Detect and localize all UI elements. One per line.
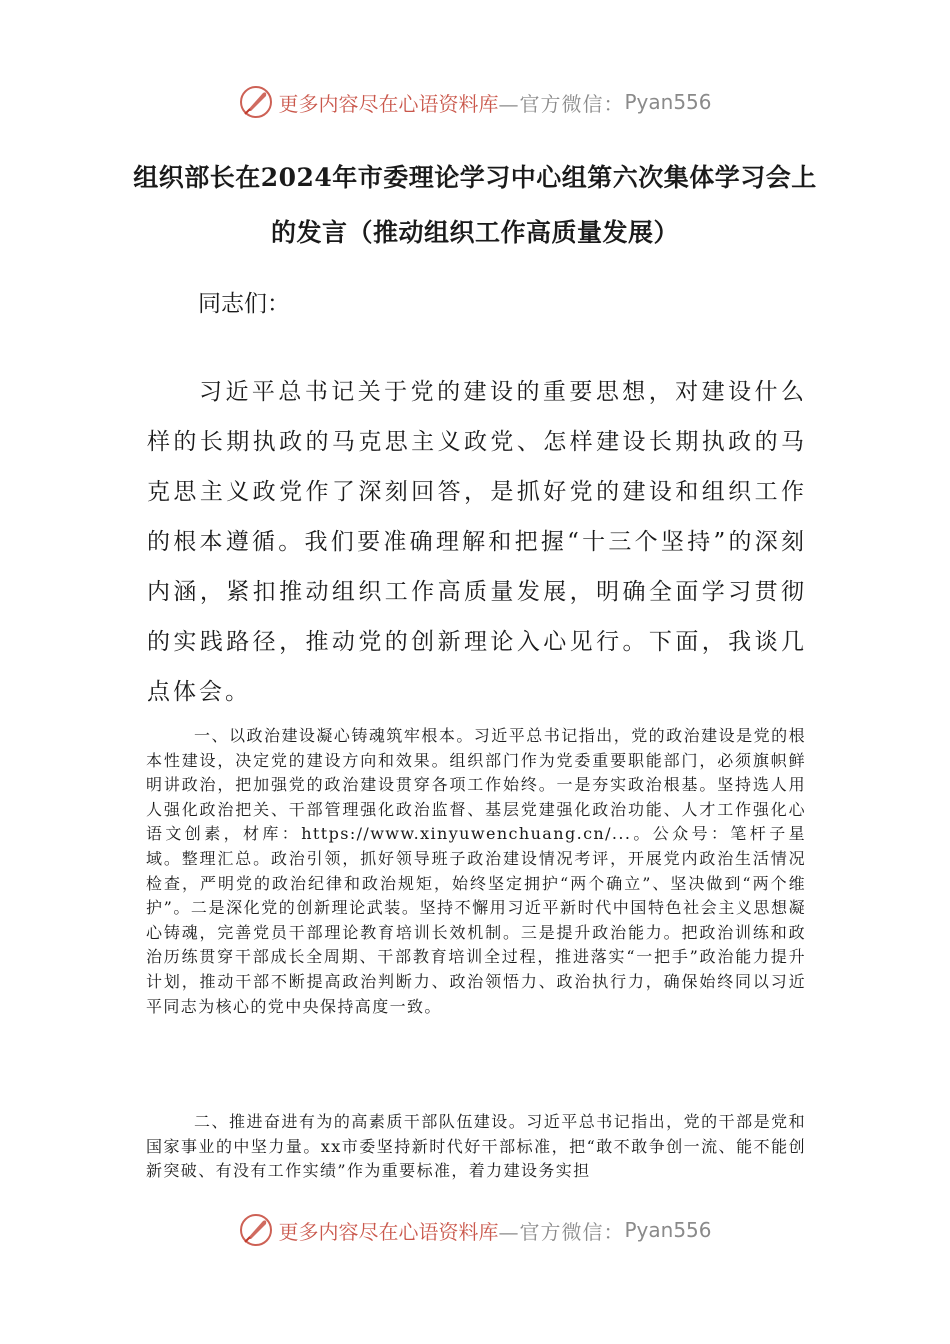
quill-logo-icon bbox=[238, 84, 274, 120]
watermark-gray-text: —官方微信： bbox=[498, 1219, 625, 1244]
watermark-gray-text: —官方微信： bbox=[498, 91, 625, 116]
intro-paragraph: 习近平总书记关于党的建设的重要思想，对建设什么样的长期执政的马克思主义政党、怎样建设长期执政的马克思主义政党作了深刻回答，是抓好党的建设和组织工作的根本遵循。我们要准确理解和把握“十三个坚持”的深刻内涵，紧扣推动组织工作高质量发展，明确全面学习贯彻的实践路径，推动党的创新理论入心见行。下面，我谈几点体会。 bbox=[147, 379, 807, 705]
watermark-wechat-id: Pyan556 bbox=[624, 1218, 712, 1242]
watermark-banner-bottom bbox=[0, 1210, 950, 1250]
watermark-banner-top bbox=[0, 82, 950, 122]
body-paragraph-1: 一、以政治建设凝心铸魂筑牢根本。习近平总书记指出，党的政治建设是党的根本性建设，决定党的建设方向和效果。组织部门作为党委重要职能部门，必须旗帜鲜明讲政治，把加强党的政治建设贯穿各项工作始终。一是夯实政治根基。坚持选人用人强化政治把关、干部管理强化政治监督、基层党建强化政治功能、人才工作强化心语文创素，材库：https://www.xinyuwenchuang.cn/...。公众号：笔杆子星域。整理汇总。政治引领，抓好领导班子政治建设情况考评，开展党内政治生活情况检查，严明党的政治纪律和政治规矩，始终坚定拥护“两个确立”、坚决做到“两个维护”。二是深化党的创新理论武装。坚持不懈用习近平新时代中国特色社会主义思想凝心铸魂，完善党员干部理论教育培训长效机制。三是提升政治能力。把政治训练和政治历练贯穿干部成长全周期、干部教育培训全过程，推进落实“一把手”政治能力提升计划，推动干部不断提高政治判断力、政治领悟力、政治执行力，确保始终同以习近平同志为核心的党中央保持高度一致。 bbox=[146, 726, 806, 1016]
watermark-red-text: 更多内容尽在心语资料库 bbox=[278, 91, 499, 116]
watermark-wechat-id: Pyan556 bbox=[624, 90, 712, 114]
quill-logo-icon bbox=[238, 1212, 274, 1248]
body-paragraph-2: 二、推进奋进有为的高素质干部队伍建设。习近平总书记指出，党的干部是党和国家事业的中坚力量。xx市委坚持新时代好干部标准，把“敢不敢争创一流、能不能创新突破、有没有工作实绩”作为重要标准，着力建设务实担 bbox=[146, 1112, 806, 1181]
salutation: 同志们： bbox=[198, 291, 290, 317]
document-title: 组织部长在2024年市委理论学习中心组第六次集体学习会上的发言（推动组织工作高质量发展） bbox=[133, 163, 817, 247]
watermark-red-text: 更多内容尽在心语资料库 bbox=[278, 1219, 499, 1244]
